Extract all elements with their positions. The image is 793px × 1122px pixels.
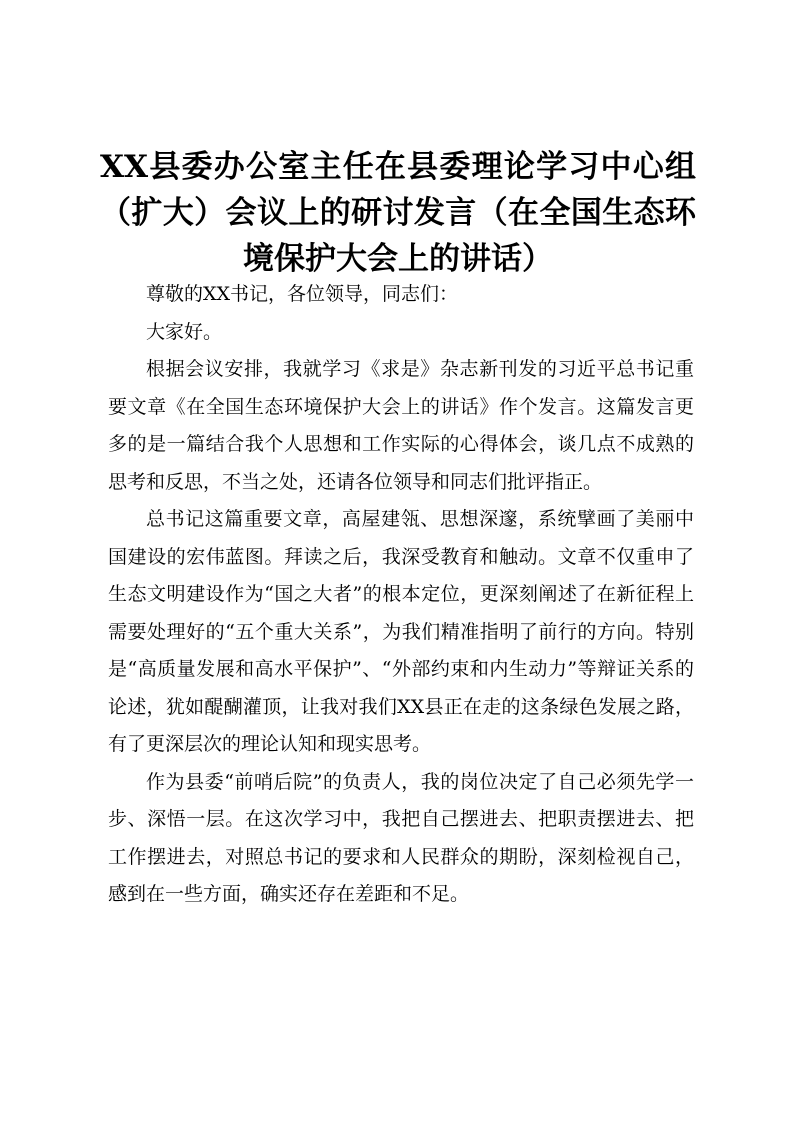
document-title: XX县委办公室主任在县委理论学习中心组（扩大）会议上的研讨发言（在全国生态环境保护大会上的讲话）	[100, 149, 696, 277]
greeting-paragraph: 大家好。	[146, 320, 223, 343]
document-body	[108, 276, 694, 914]
body-paragraph: 根据会议安排，我就学习《求是》杂志新刊发的习近平总书记重要文章《在全国生态环境保护大会上的讲话》作个发言。这篇发言更多的是一篇结合我个人思想和工作实际的心得体会，谈几点不成熟的思考和反思，不当之处，还请各位领导和同志们批评指正。	[108, 358, 694, 493]
body-paragraph: 总书记这篇重要文章，高屋建瓴、思想深邃，系统擘画了美丽中国建设的宏伟蓝图。拜读之后，我深受教育和触动。文章不仅重申了生态文明建设作为“国之大者”的根本定位，更深刻阐述了在新征程上需要处理好的“五个重大关系”，为我们精准指明了前行的方向。特别是“高质量发展和高水平保护”、“外部约束和内生动力”等辩证关系的论述，犹如醍醐灌顶，让我对我们XX县正在走的这条绿色发展之路，有了更深层次的理论认知和现实思考。	[108, 508, 694, 755]
salutation-paragraph: 尊敬的XX书记，各位领导，同志们：	[146, 283, 459, 305]
body-paragraph: 作为县委“前哨后院”的负责人，我的岗位决定了自己必须先学一步、深悟一层。在这次学习中，我把自己摆进去、把职责摆进去、把工作摆进去，对照总书记的要求和人民群众的期盼，深刻检视自己，感到在一些方面，确实还存在差距和不足。	[108, 770, 694, 905]
